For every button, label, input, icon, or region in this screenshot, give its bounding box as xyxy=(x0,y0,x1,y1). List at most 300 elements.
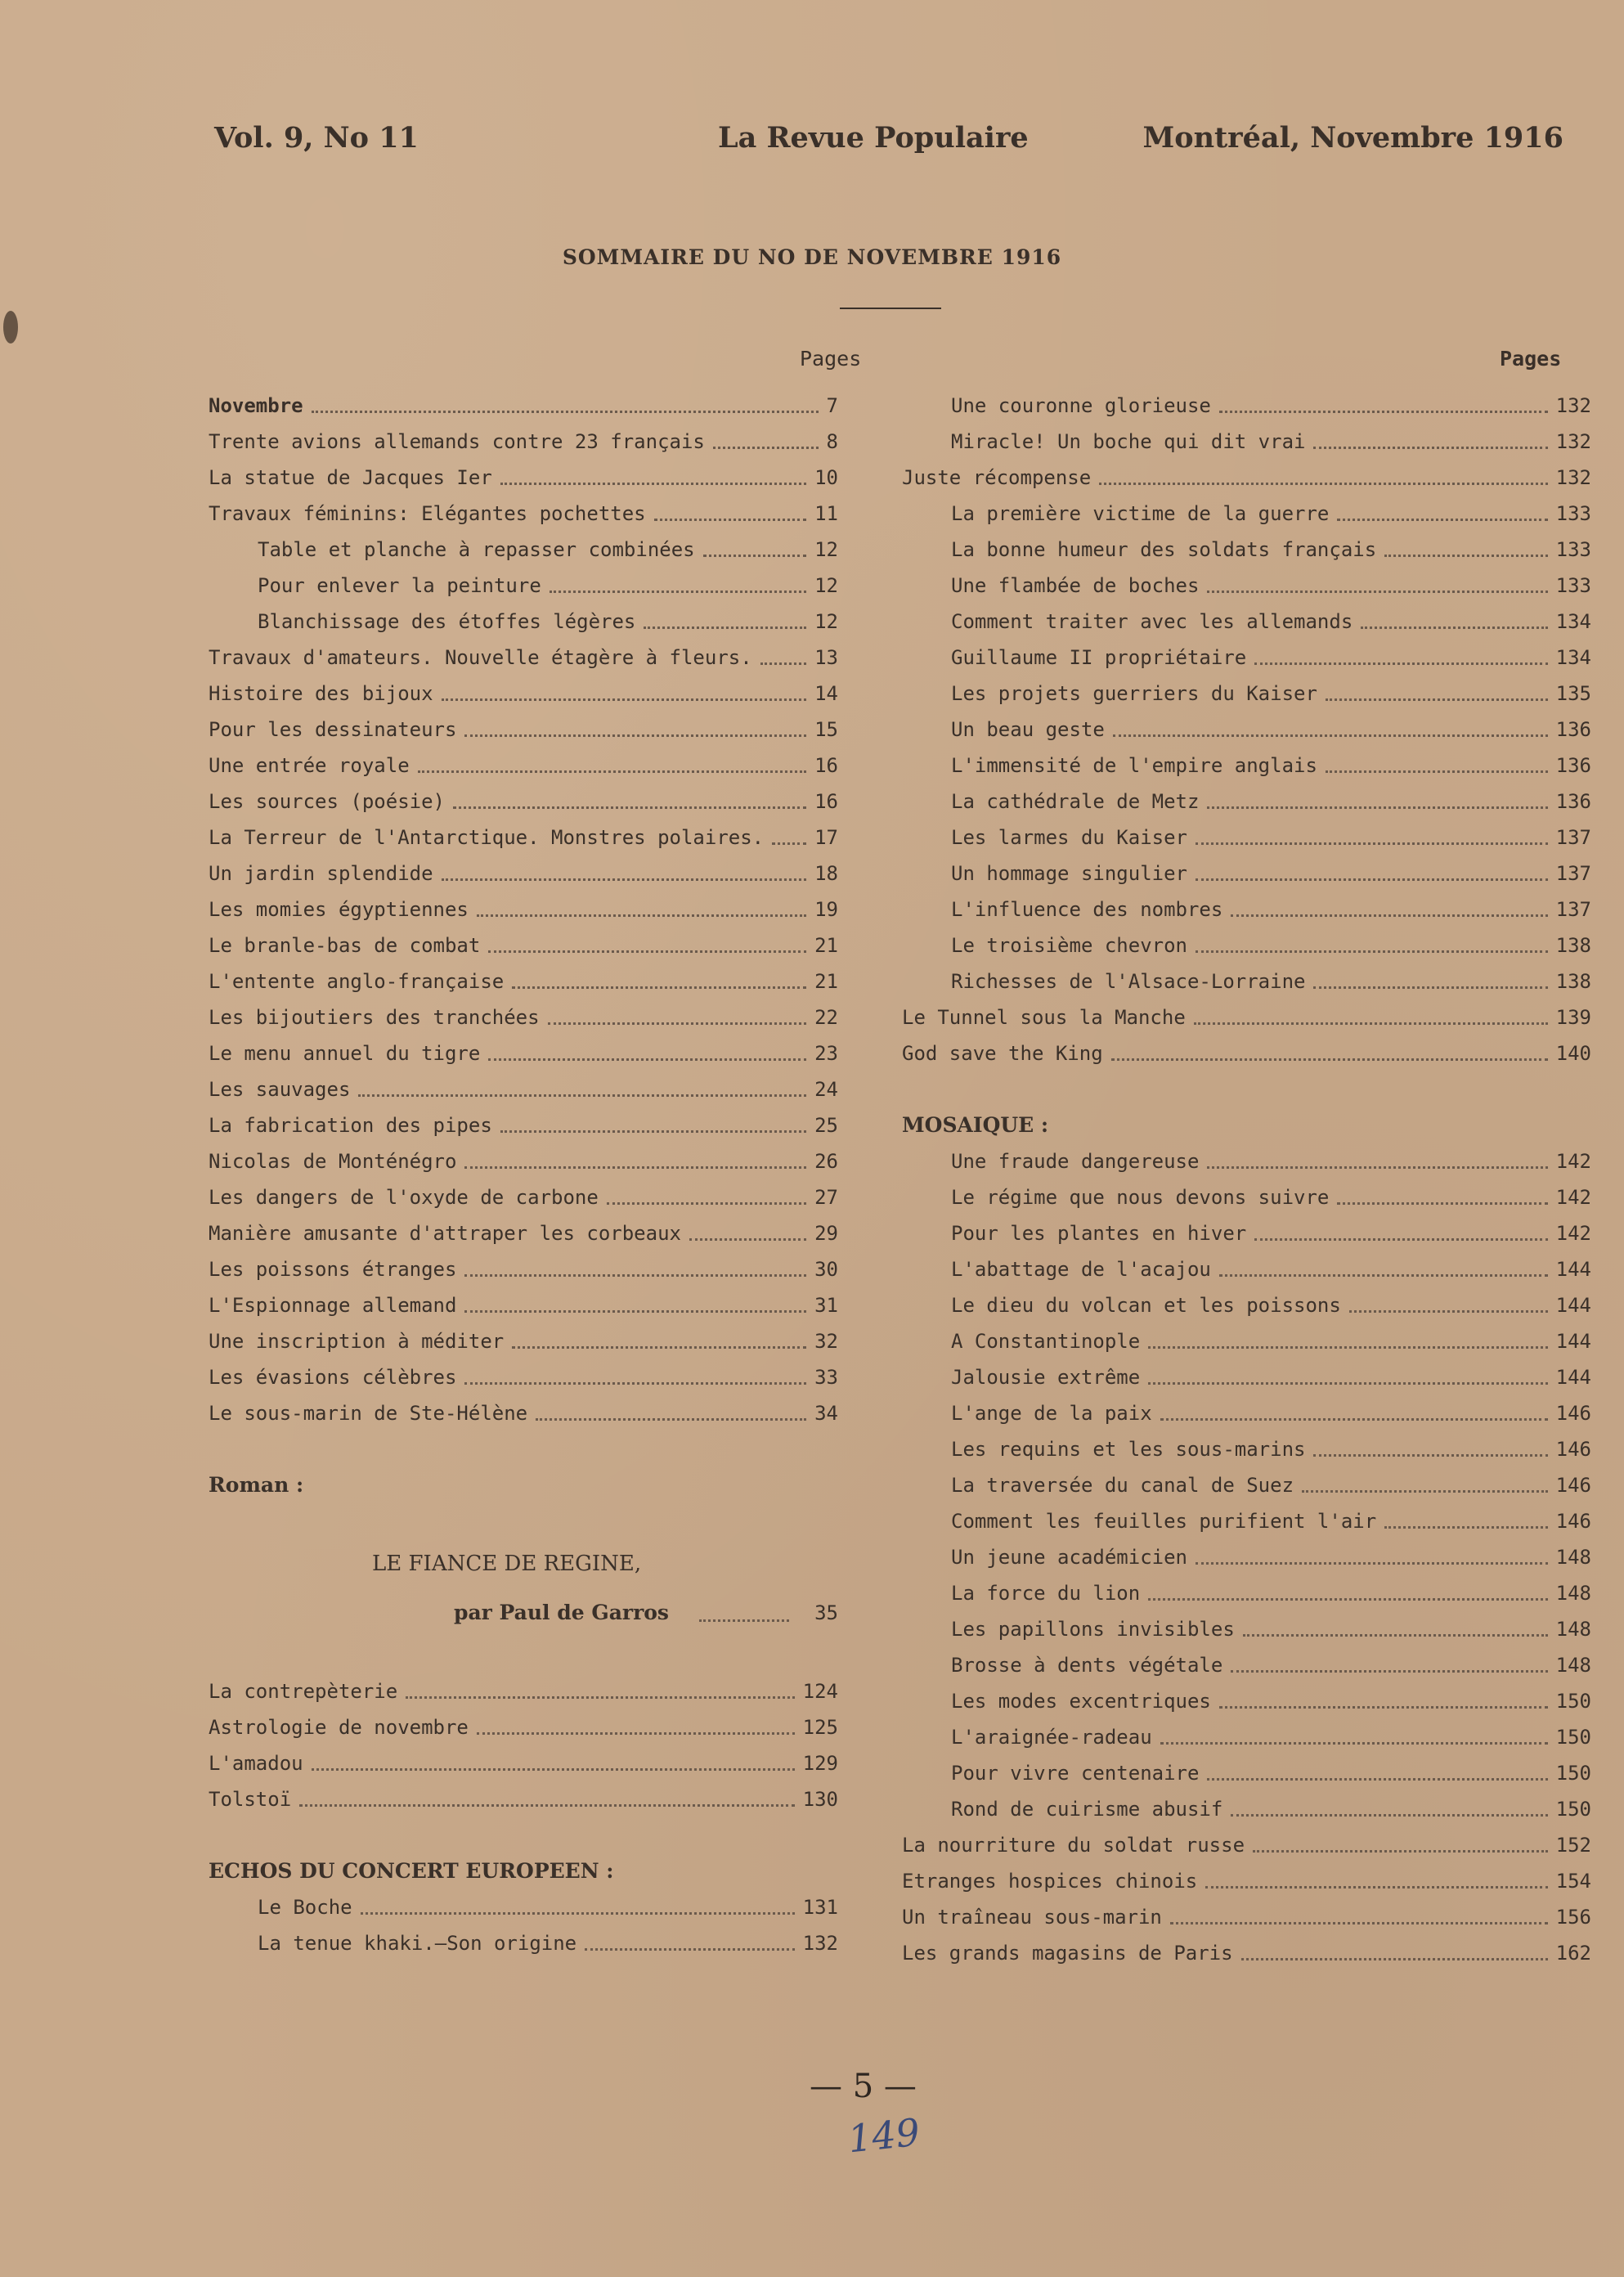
dot-leader xyxy=(1337,1202,1548,1205)
toc-entry-title: La contrepèterie xyxy=(209,1680,398,1703)
toc-entry-page: 32 xyxy=(814,1330,838,1353)
toc-entry-page: 23 xyxy=(814,1042,838,1065)
toc-entry-page: 30 xyxy=(814,1258,838,1281)
toc-entry-page: 29 xyxy=(814,1222,838,1245)
toc-entry xyxy=(902,1143,1591,1179)
toc-entry-title: God save the King xyxy=(902,1042,1103,1065)
toc-entry-title: La traversée du canal de Suez xyxy=(951,1474,1294,1497)
dot-leader xyxy=(1219,411,1548,413)
printed-page-number: — 5 — xyxy=(810,2068,917,2105)
toc-entry-page: 134 xyxy=(1555,610,1591,633)
dot-leader xyxy=(550,591,806,593)
toc-entry xyxy=(209,1107,838,1143)
dot-leader xyxy=(1196,950,1548,953)
toc-entry xyxy=(902,1827,1591,1863)
toc-entry xyxy=(902,1395,1591,1431)
toc-entry-title: L'araignée-radeau xyxy=(951,1726,1152,1749)
binding-mark xyxy=(3,311,18,344)
toc-entry-title: Richesses de l'Alsace-Lorraine xyxy=(951,970,1306,993)
toc-entry-title: Le troisième chevron xyxy=(951,934,1187,957)
toc-entry xyxy=(209,424,838,460)
toc-entry-page: 137 xyxy=(1555,898,1591,921)
toc-entry xyxy=(902,1467,1591,1503)
toc-entry-page: 136 xyxy=(1555,790,1591,813)
toc-entry-page: 146 xyxy=(1555,1438,1591,1461)
toc-entry-page: 132 xyxy=(1555,466,1591,489)
toc-entry-page: 132 xyxy=(802,1932,838,1955)
toc-entry-page: 137 xyxy=(1555,826,1591,849)
toc-entry xyxy=(209,1781,838,1817)
dot-leader xyxy=(644,627,806,629)
dot-leader xyxy=(453,806,806,809)
toc-entry-page: 11 xyxy=(814,502,838,525)
toc-entry xyxy=(902,820,1591,856)
toc-entry xyxy=(209,496,838,532)
novel-title: LE FIANCE DE REGINE, xyxy=(372,1552,642,1576)
toc-entry-title: Juste récompense xyxy=(902,466,1092,489)
toc-entry-title: Un hommage singulier xyxy=(951,862,1187,885)
dot-leader xyxy=(1170,1922,1548,1924)
toc-entry-title: Une entrée royale xyxy=(209,754,410,777)
toc-entry xyxy=(902,424,1591,460)
toc-entry-page: 27 xyxy=(814,1186,838,1209)
toc-entry-page: 140 xyxy=(1555,1042,1591,1065)
toc-entry xyxy=(902,1719,1591,1755)
toc-entry-title: L'immensité de l'empire anglais xyxy=(951,754,1317,777)
publication-name: La Revue Populaire xyxy=(718,121,1029,155)
toc-entry-title: Trente avions allemands contre 23 français xyxy=(209,430,705,453)
toc-entry-title: La bonne humeur des soldats français xyxy=(951,538,1377,561)
toc-entry-title: La nourriture du soldat russe xyxy=(902,1834,1245,1857)
dot-leader xyxy=(358,1094,806,1097)
toc-entry xyxy=(902,856,1591,891)
toc-entry xyxy=(902,1575,1591,1611)
place-date: Montréal, Novembre 1916 xyxy=(1142,121,1563,155)
toc-entry xyxy=(209,1143,838,1179)
spacer xyxy=(902,1071,1591,1107)
dot-leader xyxy=(1219,1274,1548,1277)
toc-entry-title: La tenue khaki.—Son origine xyxy=(258,1932,577,1955)
toc-entry-page: 133 xyxy=(1555,574,1591,597)
toc-entry-page: 137 xyxy=(1555,862,1591,885)
toc-entry-title: Pour vivre centenaire xyxy=(951,1762,1200,1785)
toc-entry-page: 146 xyxy=(1555,1510,1591,1533)
toc-entry-page: 10 xyxy=(814,466,838,489)
toc-entry-page: 16 xyxy=(814,754,838,777)
dot-leader xyxy=(464,1274,806,1277)
toc-entry-title: Les évasions célèbres xyxy=(209,1366,457,1389)
toc-entry-page: 132 xyxy=(1555,394,1591,417)
toc-entry-page: 162 xyxy=(1555,1942,1591,1965)
dot-leader xyxy=(442,878,806,881)
dot-leader xyxy=(760,662,806,665)
toc-entry-title: Le Boche xyxy=(258,1896,352,1919)
toc-entry-page: 130 xyxy=(802,1788,838,1811)
toc-entry-title: Une fraude dangereuse xyxy=(951,1150,1200,1173)
toc-entry-title: Pour les dessinateurs xyxy=(209,718,457,741)
toc-entry-page: 144 xyxy=(1555,1258,1591,1281)
toc-entry-page: 129 xyxy=(802,1752,838,1775)
dot-leader xyxy=(1099,483,1548,485)
dot-leader xyxy=(607,1202,806,1205)
toc-entry-title: Etranges hospices chinois xyxy=(902,1870,1198,1893)
toc-entry xyxy=(902,999,1591,1035)
toc-entry-page: 24 xyxy=(814,1078,838,1101)
toc-entry xyxy=(209,604,838,640)
toc-entry xyxy=(902,1899,1591,1935)
toc-entry xyxy=(209,1745,838,1781)
dot-leader xyxy=(464,1310,806,1313)
dot-leader xyxy=(312,411,819,413)
dot-leader xyxy=(1207,1778,1548,1781)
toc-entry-title: La statue de Jacques Ier xyxy=(209,466,492,489)
toc-entry-page: 34 xyxy=(814,1402,838,1425)
toc-left-column xyxy=(209,388,838,1961)
toc-entry-page: 152 xyxy=(1555,1834,1591,1857)
dot-leader xyxy=(1196,878,1548,881)
toc-entry-page: 144 xyxy=(1555,1366,1591,1389)
toc-entry xyxy=(902,891,1591,927)
dot-leader xyxy=(1207,806,1548,809)
toc-entry-page: 150 xyxy=(1555,1762,1591,1785)
dot-leader xyxy=(500,1130,806,1133)
toc-entry-page: 22 xyxy=(814,1006,838,1029)
spacer xyxy=(209,1503,838,1539)
toc-entry xyxy=(902,1683,1591,1719)
toc-entry-title: Une couronne glorieuse xyxy=(951,394,1211,417)
toc-entry-title: La cathédrale de Metz xyxy=(951,790,1200,813)
toc-entry xyxy=(902,1791,1591,1827)
toc-entry-title: La force du lion xyxy=(951,1582,1141,1605)
dot-leader xyxy=(1384,555,1548,557)
toc-entry-title: Nicolas de Monténégro xyxy=(209,1150,457,1173)
toc-entry-title: Brosse à dents végétale xyxy=(951,1654,1223,1677)
toc-entry xyxy=(209,460,838,496)
toc-entry-page: 134 xyxy=(1555,646,1591,669)
toc-entry-page: 146 xyxy=(1555,1402,1591,1425)
toc-entry-page: 133 xyxy=(1555,502,1591,525)
novel-page: 35 xyxy=(814,1601,838,1624)
toc-entry-page: 136 xyxy=(1555,754,1591,777)
title-rule xyxy=(840,308,941,309)
dot-leader xyxy=(1241,1958,1548,1960)
toc-entry-page: 124 xyxy=(802,1680,838,1703)
toc-entry-title: Un jeune académicien xyxy=(951,1546,1187,1569)
toc-entry xyxy=(902,1647,1591,1683)
toc-entry-title: Comment traiter avec les allemands xyxy=(951,610,1353,633)
toc-entry-page: 132 xyxy=(1555,430,1591,453)
toc-entry xyxy=(209,1035,838,1071)
toc-entry-page: 33 xyxy=(814,1366,838,1389)
toc-entry-title: Une flambée de boches xyxy=(951,574,1200,597)
toc-entry-page: 144 xyxy=(1555,1294,1591,1317)
toc-entry-title: Le Tunnel sous la Manche xyxy=(902,1006,1186,1029)
toc-entry xyxy=(209,676,838,712)
toc-entry-page: 25 xyxy=(814,1114,838,1137)
toc-entry xyxy=(902,1179,1591,1215)
dot-leader xyxy=(1207,591,1548,593)
pages-label-left: Pages xyxy=(800,347,862,371)
toc-entry-page: 21 xyxy=(814,934,838,957)
dot-leader xyxy=(418,770,806,773)
toc-entry-title: Pour les plantes en hiver xyxy=(951,1222,1247,1245)
dot-leader xyxy=(585,1948,795,1951)
dot-leader xyxy=(488,950,806,953)
toc-entry-title: Blanchissage des étoffes légères xyxy=(258,610,636,633)
toc-entry-title: Tolstoï xyxy=(209,1788,292,1811)
dot-leader xyxy=(361,1912,795,1915)
toc-entry xyxy=(209,1179,838,1215)
toc-entry-page: 135 xyxy=(1555,682,1591,705)
toc-entry-page: 142 xyxy=(1555,1186,1591,1209)
toc-entry-title: Les larmes du Kaiser xyxy=(951,826,1187,849)
dot-leader xyxy=(689,1238,806,1241)
toc-entry xyxy=(902,1611,1591,1647)
dot-leader xyxy=(713,447,819,449)
toc-entry-page: 150 xyxy=(1555,1726,1591,1749)
toc-entry-page: 13 xyxy=(814,646,838,669)
toc-entry-page: 17 xyxy=(814,826,838,849)
toc-entry xyxy=(902,496,1591,532)
toc-entry xyxy=(209,1071,838,1107)
toc-entry-page: 12 xyxy=(814,610,838,633)
toc-entry-page: 138 xyxy=(1555,934,1591,957)
dot-leader xyxy=(464,734,806,737)
toc-entry-page: 19 xyxy=(814,898,838,921)
toc-entry-title: A Constantinople xyxy=(951,1330,1141,1353)
toc-entry-title: Les poissons étranges xyxy=(209,1258,457,1281)
toc-entry-page: 8 xyxy=(826,430,838,453)
toc-entry-title: Le sous-marin de Ste-Hélène xyxy=(209,1402,528,1425)
dot-leader xyxy=(1148,1346,1548,1349)
dot-leader xyxy=(1254,1238,1548,1241)
toc-entry-title: Un beau geste xyxy=(951,718,1105,741)
toc-entry xyxy=(902,1359,1591,1395)
dot-leader xyxy=(1337,519,1548,521)
pages-label-right: Pages xyxy=(1500,347,1562,371)
dot-leader xyxy=(1160,1418,1548,1421)
toc-entry xyxy=(902,1287,1591,1323)
toc-entry-page: 144 xyxy=(1555,1330,1591,1353)
toc-entry xyxy=(209,748,838,784)
dot-leader xyxy=(1219,1706,1548,1709)
toc-entry-title: L'entente anglo-française xyxy=(209,970,505,993)
toc-entry xyxy=(209,784,838,820)
toc-entry xyxy=(209,1251,838,1287)
toc-entry xyxy=(209,1323,838,1359)
toc-entry xyxy=(902,748,1591,784)
toc-entry-page: 150 xyxy=(1555,1690,1591,1713)
toc-entry-title: Table et planche à repasser combinées xyxy=(258,538,695,561)
novel-author: par Paul de Garros xyxy=(454,1601,669,1624)
dot-leader xyxy=(1326,698,1548,701)
toc-entry xyxy=(902,927,1591,963)
toc-entry xyxy=(902,1755,1591,1791)
toc-entry xyxy=(902,568,1591,604)
toc-entry-page: 156 xyxy=(1555,1906,1591,1929)
toc-entry xyxy=(209,1673,838,1709)
dot-leader xyxy=(299,1804,795,1807)
toc-entry-title: Le régime que nous devons suivre xyxy=(951,1186,1330,1209)
toc-entry-title: Le menu annuel du tigre xyxy=(209,1042,481,1065)
dot-leader xyxy=(1196,1562,1548,1565)
toc-entry-page: 139 xyxy=(1555,1006,1591,1029)
toc-entry-title: Comment les feuilles purifient l'air xyxy=(951,1510,1377,1533)
toc-entry xyxy=(902,676,1591,712)
toc-entry xyxy=(209,856,838,891)
dot-leader xyxy=(1313,447,1548,449)
spacer xyxy=(209,1637,838,1673)
toc-entry-title: Un jardin splendide xyxy=(209,862,433,885)
toc-entry-page: 142 xyxy=(1555,1222,1591,1245)
toc-entry-title: Les requins et les sous-marins xyxy=(951,1438,1306,1461)
dot-leader xyxy=(1148,1382,1548,1385)
dot-leader xyxy=(1254,662,1548,665)
volume-number: Vol. 9, No 11 xyxy=(214,121,419,155)
toc-entry-title: Les grands magasins de Paris xyxy=(902,1942,1233,1965)
page-title: SOMMAIRE DU NO DE NOVEMBRE 1916 xyxy=(562,245,1062,269)
toc-entry xyxy=(209,891,838,927)
toc-entry xyxy=(209,712,838,748)
dot-leader xyxy=(1326,770,1548,773)
toc-entry-page: 148 xyxy=(1555,1618,1591,1641)
dot-leader xyxy=(703,555,806,557)
dot-leader xyxy=(1148,1598,1548,1601)
dot-leader xyxy=(312,1768,795,1771)
dot-leader xyxy=(1207,1166,1548,1169)
toc-entry xyxy=(209,1287,838,1323)
dot-leader xyxy=(1196,842,1548,845)
novel-author-row xyxy=(209,1588,838,1637)
dot-leader xyxy=(464,1166,806,1169)
toc-entry-page: 26 xyxy=(814,1150,838,1173)
toc-entry-title: L'Espionnage allemand xyxy=(209,1294,457,1317)
toc-entry-title: La fabrication des pipes xyxy=(209,1114,492,1137)
toc-entry-title: La Terreur de l'Antarctique. Monstres polaires. xyxy=(209,826,765,849)
toc-entry-page: 18 xyxy=(814,862,838,885)
toc-entry xyxy=(209,1395,838,1431)
toc-entry-title: Les projets guerriers du Kaiser xyxy=(951,682,1317,705)
toc-entry-page: 146 xyxy=(1555,1474,1591,1497)
toc-entry xyxy=(902,784,1591,820)
dot-leader xyxy=(1111,1058,1548,1061)
dot-leader xyxy=(1313,1454,1548,1457)
toc-entry xyxy=(209,532,838,568)
dot-leader xyxy=(1113,734,1548,737)
roman-label: Roman : xyxy=(209,1473,304,1497)
toc-entry-title: Le dieu du volcan et les poissons xyxy=(951,1294,1341,1317)
toc-entry xyxy=(209,1709,838,1745)
toc-entry xyxy=(902,1503,1591,1539)
mosaique-label: MOSAIQUE : xyxy=(902,1113,1049,1137)
toc-entry-title: Pour enlever la peinture xyxy=(258,574,541,597)
toc-entry xyxy=(902,963,1591,999)
toc-entry-page: 154 xyxy=(1555,1870,1591,1893)
toc-entry-page: 31 xyxy=(814,1294,838,1317)
dot-leader xyxy=(1361,627,1548,629)
toc-entry xyxy=(902,388,1591,424)
toc-entry-title: Les papillons invisibles xyxy=(951,1618,1235,1641)
toc-entry-title: Novembre xyxy=(209,394,303,417)
toc-entry xyxy=(902,1215,1591,1251)
dot-leader xyxy=(548,1022,806,1025)
dot-leader xyxy=(699,1619,789,1622)
toc-entry-title: Miracle! Un boche qui dit vrai xyxy=(951,430,1306,453)
dot-leader xyxy=(1253,1850,1548,1853)
toc-entry xyxy=(209,640,838,676)
toc-entry-title: Une inscription à méditer xyxy=(209,1330,505,1353)
toc-entry-title: Les momies égyptiennes xyxy=(209,898,469,921)
dot-leader xyxy=(654,519,806,521)
toc-entry-title: Les modes excentriques xyxy=(951,1690,1211,1713)
toc-entry xyxy=(209,1215,838,1251)
dot-leader xyxy=(1243,1634,1548,1637)
dot-leader xyxy=(464,1382,806,1385)
toc-entry xyxy=(209,388,838,424)
dot-leader xyxy=(1205,1886,1548,1889)
dot-leader xyxy=(1231,1670,1548,1673)
dot-leader xyxy=(1231,914,1548,917)
toc-entry xyxy=(902,1035,1591,1071)
dot-leader xyxy=(1313,986,1548,989)
toc-entry xyxy=(902,532,1591,568)
toc-entry-title: Le branle-bas de combat xyxy=(209,934,481,957)
dot-leader xyxy=(500,483,806,485)
toc-entry xyxy=(209,927,838,963)
dot-leader xyxy=(512,1346,806,1349)
toc-entry-page: 16 xyxy=(814,790,838,813)
toc-entry-page: 12 xyxy=(814,574,838,597)
toc-entry-title: Les dangers de l'oxyde de carbone xyxy=(209,1186,599,1209)
toc-entry-page: 7 xyxy=(826,394,838,417)
echos-label: ECHOS DU CONCERT EUROPEEN : xyxy=(209,1859,614,1883)
dot-leader xyxy=(406,1696,795,1699)
toc-entry xyxy=(902,640,1591,676)
dot-leader xyxy=(1349,1310,1548,1313)
dot-leader xyxy=(1231,1814,1548,1817)
toc-entry xyxy=(209,999,838,1035)
toc-entry xyxy=(902,1863,1591,1899)
dot-leader xyxy=(1302,1490,1548,1493)
toc-entry-title: Rond de cuirisme abusif xyxy=(951,1798,1223,1821)
toc-entry xyxy=(209,820,838,856)
toc-entry-page: 138 xyxy=(1555,970,1591,993)
toc-entry xyxy=(209,1359,838,1395)
dot-leader xyxy=(1384,1526,1548,1529)
toc-entry xyxy=(902,712,1591,748)
toc-entry-page: 21 xyxy=(814,970,838,993)
toc-entry-title: Travaux féminins: Elégantes pochettes xyxy=(209,502,646,525)
dot-leader xyxy=(1194,1022,1548,1025)
toc-entry xyxy=(902,460,1591,496)
toc-entry-title: Les bijoutiers des tranchées xyxy=(209,1006,540,1029)
dot-leader xyxy=(536,1418,806,1421)
toc-entry-page: 136 xyxy=(1555,718,1591,741)
toc-entry-page: 125 xyxy=(802,1716,838,1739)
dot-leader xyxy=(477,1732,795,1735)
toc-entry-page: 12 xyxy=(814,538,838,561)
toc-entry-title: Astrologie de novembre xyxy=(209,1716,469,1739)
toc-entry-page: 148 xyxy=(1555,1546,1591,1569)
toc-entry-page: 14 xyxy=(814,682,838,705)
toc-entry-title: L'abattage de l'acajou xyxy=(951,1258,1211,1281)
toc-entry xyxy=(902,1935,1591,1971)
dot-leader xyxy=(488,1058,806,1061)
handwritten-page-number: 149 xyxy=(846,2109,922,2162)
toc-entry-title: La première victime de la guerre xyxy=(951,502,1330,525)
toc-entry xyxy=(902,1323,1591,1359)
toc-entry xyxy=(209,568,838,604)
